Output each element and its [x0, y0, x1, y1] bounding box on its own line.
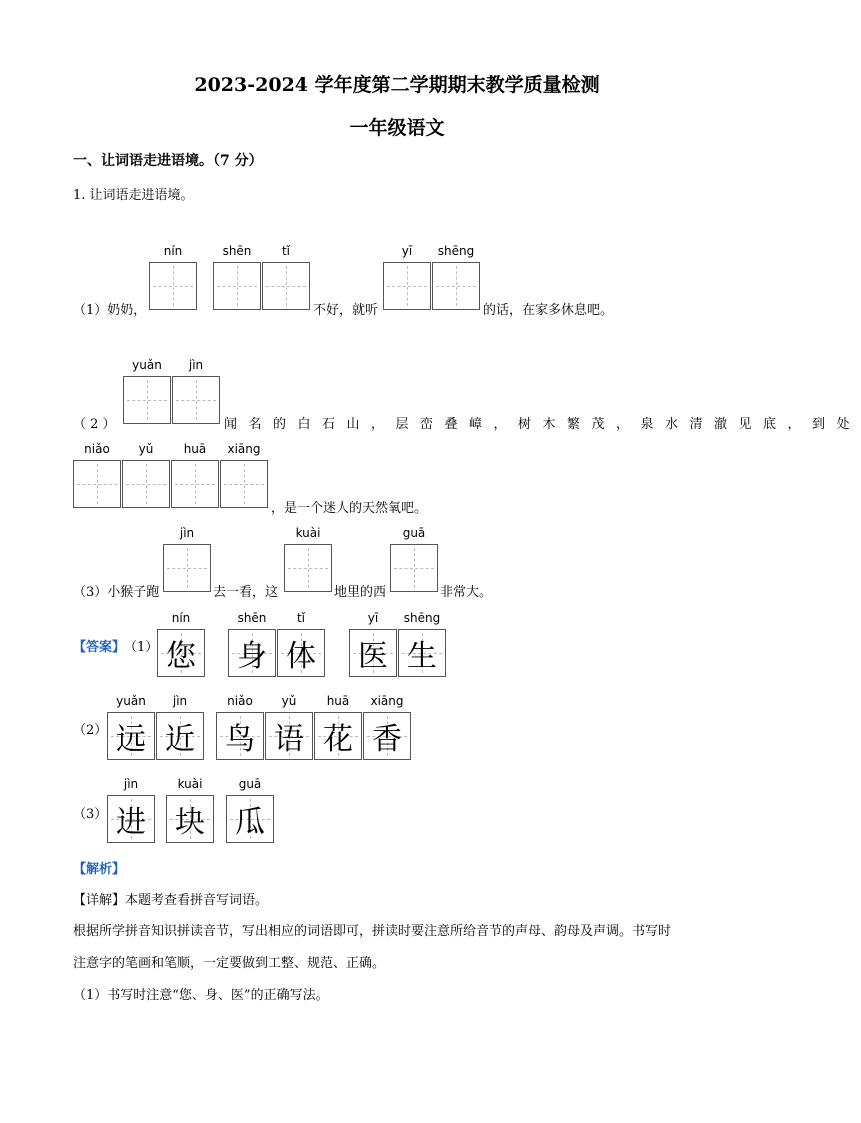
pinyin-label: shēn [222, 244, 252, 258]
pinyin-label: yī [367, 611, 379, 625]
q2-text-line1: 闻名的白石山，层峦叠嶂，树木繁茂，泉水清澈见底，到处 [224, 417, 861, 432]
pinyin-label: jìn [172, 694, 188, 708]
answer-character: 您 [166, 639, 196, 674]
writing-box[interactable] [123, 376, 171, 424]
pinyin-label: kuài [295, 526, 321, 540]
analysis-detail: 【详解】本题考查看拼音写词语。 [73, 893, 269, 908]
answer-character: 花 [323, 722, 353, 757]
answer-box [314, 712, 362, 760]
answer-character: 身 [237, 639, 267, 674]
writing-box[interactable] [220, 460, 268, 508]
q1-label: （1）奶奶， [73, 303, 147, 318]
pinyin-label: niǎo [84, 442, 110, 456]
answer-box [107, 712, 155, 760]
answer-character: 医 [358, 639, 388, 674]
answer-part-label: （1） [124, 640, 159, 655]
answer-box [156, 712, 204, 760]
answer-box [398, 629, 446, 677]
answer-character: 生 [407, 639, 437, 674]
answer-character: 块 [175, 805, 205, 840]
pinyin-label: jìn [188, 358, 204, 372]
pinyin-label: yǔ [138, 442, 154, 456]
pinyin-label: tǐ [281, 244, 291, 258]
writing-box[interactable] [149, 262, 197, 310]
pinyin-label: yuǎn [116, 694, 146, 708]
pinyin-label: xiāng [227, 442, 261, 456]
pinyin-label: tǐ [296, 611, 306, 625]
pinyin-label: yuǎn [132, 358, 162, 372]
answer-part-label: （3） [73, 807, 108, 822]
answer-box [265, 712, 313, 760]
question-intro: 1. 让词语走进语境。 [73, 188, 194, 203]
answer-character: 鸟 [225, 722, 255, 757]
pinyin-label: guā [238, 777, 262, 791]
q2-label: （ 2 ） [73, 417, 116, 432]
pinyin-label: shēng [403, 611, 441, 625]
answer-box [277, 629, 325, 677]
pinyin-label: nín [171, 611, 191, 625]
q1-text-end: 的话，在家多休息吧。 [483, 303, 614, 318]
answer-character: 体 [286, 639, 316, 674]
q3-text-b: 地里的西 [334, 585, 387, 600]
answer-character: 语 [274, 722, 304, 757]
q3-text-a: 去一看，这 [213, 585, 279, 600]
writing-box[interactable] [390, 544, 438, 592]
answer-character: 进 [116, 805, 146, 840]
writing-box[interactable] [213, 262, 261, 310]
writing-box[interactable] [432, 262, 480, 310]
page-subtitle: 一年级语文 [349, 117, 445, 139]
pinyin-label: jìn [179, 526, 195, 540]
q1-text-mid: 不好，就听 [313, 303, 379, 318]
answer-box [363, 712, 411, 760]
writing-box[interactable] [73, 460, 121, 508]
answer-box [166, 795, 214, 843]
answer-box [107, 795, 155, 843]
analysis-tag: 【解析】 [73, 862, 126, 877]
pinyin-label: huā [183, 442, 207, 456]
q3-label: （3）小猴子跑 [73, 585, 160, 600]
answer-character: 瓜 [235, 805, 265, 840]
answer-box [216, 712, 264, 760]
writing-box[interactable] [172, 376, 220, 424]
pinyin-label: niǎo [227, 694, 253, 708]
pinyin-label: nín [163, 244, 183, 258]
answer-character: 远 [116, 722, 146, 757]
answer-part-label: （2） [73, 723, 108, 738]
writing-box[interactable] [171, 460, 219, 508]
writing-box[interactable] [163, 544, 211, 592]
pinyin-label: kuài [177, 777, 203, 791]
writing-box[interactable] [262, 262, 310, 310]
answer-box [226, 795, 274, 843]
answer-box [228, 629, 276, 677]
page-title: 2023-2024 学年度第二学期期末教学质量检测 [194, 74, 600, 96]
writing-box[interactable] [122, 460, 170, 508]
analysis-note: （1）书写时注意“您、身、医”的正确写法。 [73, 988, 329, 1003]
answer-character: 近 [165, 722, 195, 757]
pinyin-label: guā [402, 526, 426, 540]
section-heading: 一、让词语走进语境。（7 分） [73, 153, 263, 169]
analysis-paragraph: 根据所学拼音知识拼读音节，写出相应的词语即可，拼读时要注意所给音节的声母、韵母及声调。书写时 [73, 924, 672, 939]
answer-tag: 【答案】 [73, 640, 126, 655]
answer-character: 香 [372, 722, 402, 757]
writing-box[interactable] [383, 262, 431, 310]
pinyin-label: yǔ [281, 694, 297, 708]
pinyin-label: shēn [237, 611, 267, 625]
analysis-paragraph: 注意字的笔画和笔顺，一定要做到工整、规范、正确。 [73, 956, 386, 971]
q3-text-c: 非常大。 [440, 585, 493, 600]
writing-box[interactable] [284, 544, 332, 592]
pinyin-label: huā [326, 694, 350, 708]
pinyin-label: shēng [437, 244, 475, 258]
pinyin-label: yī [401, 244, 413, 258]
answer-box [349, 629, 397, 677]
pinyin-label: xiāng [370, 694, 404, 708]
answer-box [157, 629, 205, 677]
pinyin-label: jìn [123, 777, 139, 791]
q2-text-line2: ，是一个迷人的天然氧吧。 [271, 501, 428, 516]
